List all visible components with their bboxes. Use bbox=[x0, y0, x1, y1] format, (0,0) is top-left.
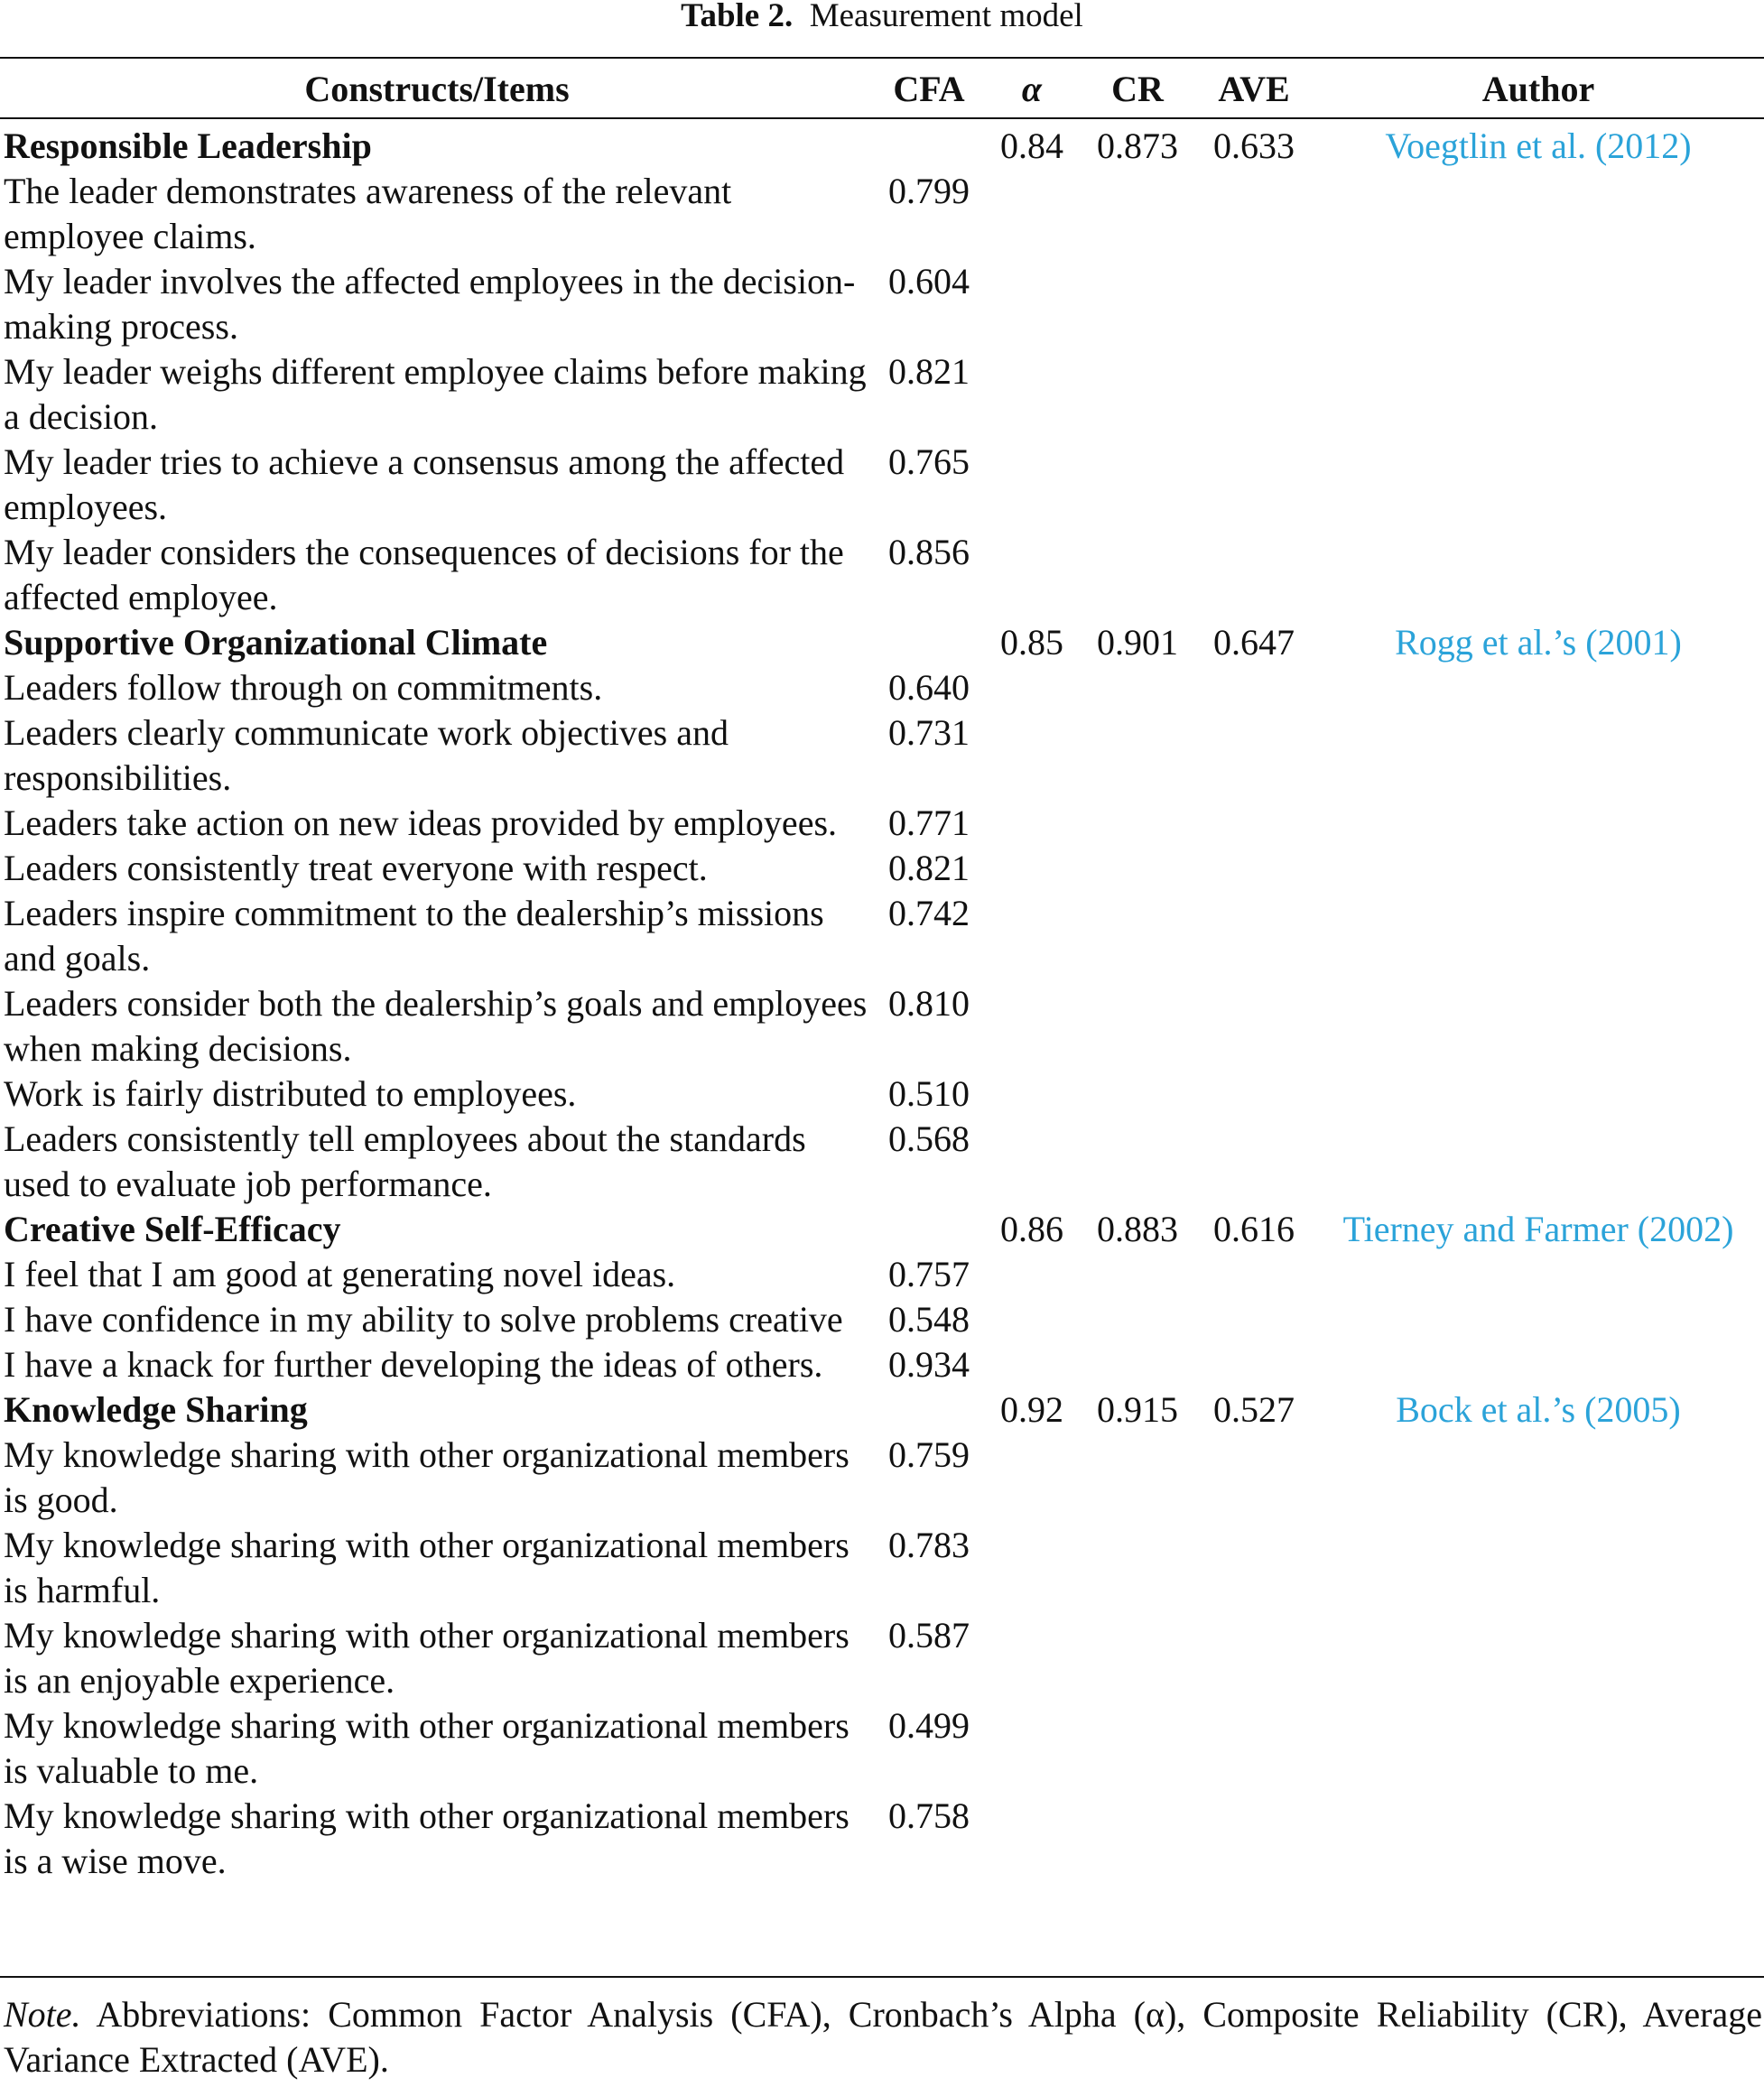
item-row bbox=[0, 259, 1764, 349]
cfa-value: 0.765 bbox=[888, 441, 970, 482]
ave-value: 0.647 bbox=[1213, 622, 1295, 663]
empty-cell bbox=[1313, 1071, 1764, 1117]
cfa-value: 0.821 bbox=[888, 848, 970, 888]
author-reference: Rogg et al.’s (2001) bbox=[1395, 622, 1682, 663]
item-text: I have confidence in my ability to solve problems creative bbox=[4, 1299, 843, 1340]
cfa-value: 0.568 bbox=[888, 1118, 970, 1159]
empty-cell bbox=[1080, 846, 1195, 891]
empty-cell bbox=[984, 710, 1080, 801]
author-reference: Voegtlin et al. (2012) bbox=[1385, 125, 1692, 166]
empty-cell bbox=[984, 1252, 1080, 1297]
header-ave: AVE bbox=[1218, 69, 1290, 109]
ave-value: 0.633 bbox=[1213, 125, 1295, 166]
empty-cell bbox=[1313, 1117, 1764, 1207]
empty-cell bbox=[1195, 1433, 1313, 1523]
item-row bbox=[0, 1117, 1764, 1207]
empty-cell bbox=[1080, 1297, 1195, 1342]
empty-cell bbox=[1313, 710, 1764, 801]
item-text: I have a knack for further developing the ideas of others. bbox=[4, 1344, 823, 1385]
item-text: Leaders inspire commitment to the dealership’s missions and goals. bbox=[4, 893, 824, 979]
note-text: Abbreviations: Common Factor Analysis (CFA), Cronbach’s Alpha (α), Composite Reliability (CR), Average Variance Extracted (AVE). bbox=[4, 1994, 1763, 2080]
item-text: My knowledge sharing with other organizational members is a wise move. bbox=[4, 1795, 850, 1881]
item-row bbox=[0, 710, 1764, 801]
construct-name: Creative Self-Efficacy bbox=[4, 1209, 341, 1249]
item-text: My knowledge sharing with other organizational members is good. bbox=[4, 1434, 850, 1520]
empty-cell bbox=[1313, 1433, 1764, 1523]
empty-cell bbox=[1195, 530, 1313, 620]
empty-cell bbox=[984, 1117, 1080, 1207]
empty-cell bbox=[1195, 1613, 1313, 1703]
item-row bbox=[0, 530, 1764, 620]
cr-value: 0.915 bbox=[1097, 1389, 1178, 1430]
empty-cell bbox=[984, 801, 1080, 846]
construct-row bbox=[0, 1207, 1764, 1252]
item-text: My leader considers the consequences of decisions for the affected employee. bbox=[4, 532, 844, 617]
empty-cell bbox=[1313, 349, 1764, 440]
item-text: My knowledge sharing with other organizational members is valuable to me. bbox=[4, 1705, 850, 1791]
cfa-value: 0.499 bbox=[888, 1705, 970, 1746]
empty-cell bbox=[1195, 259, 1313, 349]
empty-cell bbox=[1313, 891, 1764, 981]
empty-cell bbox=[1080, 259, 1195, 349]
empty-cell bbox=[984, 1297, 1080, 1342]
empty-cell bbox=[984, 665, 1080, 710]
alpha-value: 0.86 bbox=[1000, 1209, 1063, 1249]
empty-cell bbox=[1313, 801, 1764, 846]
empty-cell bbox=[1080, 1794, 1195, 1884]
item-text: Leaders take action on new ideas provided by employees. bbox=[4, 802, 838, 843]
table-note bbox=[4, 1992, 1762, 2082]
empty-cell bbox=[984, 530, 1080, 620]
empty-cell bbox=[984, 846, 1080, 891]
cfa-value: 0.640 bbox=[888, 667, 970, 708]
cfa-cell bbox=[874, 620, 984, 665]
author-reference: Bock et al.’s (2005) bbox=[1396, 1389, 1681, 1430]
empty-cell bbox=[1195, 1071, 1313, 1117]
item-row bbox=[0, 665, 1764, 710]
empty-cell bbox=[984, 440, 1080, 530]
cfa-value: 0.799 bbox=[888, 171, 970, 211]
empty-cell bbox=[1195, 1252, 1313, 1297]
cfa-value: 0.810 bbox=[888, 983, 970, 1024]
empty-cell bbox=[1080, 1523, 1195, 1613]
cfa-cell bbox=[874, 1207, 984, 1252]
empty-cell bbox=[1313, 665, 1764, 710]
empty-cell bbox=[1195, 665, 1313, 710]
empty-cell bbox=[984, 349, 1080, 440]
empty-cell bbox=[1080, 169, 1195, 259]
empty-cell bbox=[1080, 1433, 1195, 1523]
alpha-value: 0.92 bbox=[1000, 1389, 1063, 1430]
item-text: Leaders clearly communicate work objectives and responsibilities. bbox=[4, 712, 729, 798]
alpha-value: 0.84 bbox=[1000, 125, 1063, 166]
item-row bbox=[0, 1342, 1764, 1387]
top-rule bbox=[0, 57, 1764, 59]
empty-cell bbox=[984, 1433, 1080, 1523]
item-text: My knowledge sharing with other organizational members is an enjoyable experience. bbox=[4, 1615, 850, 1701]
empty-cell bbox=[1313, 259, 1764, 349]
table-title: Measurement model bbox=[809, 0, 1083, 34]
construct-row bbox=[0, 1387, 1764, 1433]
empty-cell bbox=[1313, 530, 1764, 620]
empty-cell bbox=[1195, 846, 1313, 891]
item-row bbox=[0, 846, 1764, 891]
empty-cell bbox=[1080, 801, 1195, 846]
cfa-value: 0.759 bbox=[888, 1434, 970, 1475]
item-row bbox=[0, 1703, 1764, 1794]
empty-cell bbox=[1080, 349, 1195, 440]
alpha-value: 0.85 bbox=[1000, 622, 1063, 663]
empty-cell bbox=[984, 891, 1080, 981]
empty-cell bbox=[1195, 981, 1313, 1071]
item-row bbox=[0, 891, 1764, 981]
construct-name: Responsible Leadership bbox=[4, 125, 372, 166]
cfa-value: 0.783 bbox=[888, 1525, 970, 1565]
empty-cell bbox=[1313, 1297, 1764, 1342]
cfa-value: 0.510 bbox=[888, 1073, 970, 1114]
empty-cell bbox=[1313, 1252, 1764, 1297]
empty-cell bbox=[1313, 846, 1764, 891]
empty-cell bbox=[1080, 1703, 1195, 1794]
empty-cell bbox=[1313, 169, 1764, 259]
empty-cell bbox=[1195, 1523, 1313, 1613]
empty-cell bbox=[1313, 1342, 1764, 1387]
cfa-value: 0.758 bbox=[888, 1795, 970, 1836]
author-reference: Tierney and Farmer (2002) bbox=[1342, 1209, 1734, 1249]
header-author: Author bbox=[1481, 69, 1595, 109]
empty-cell bbox=[1195, 169, 1313, 259]
header-cr: CR bbox=[1111, 69, 1164, 109]
cr-value: 0.873 bbox=[1097, 125, 1178, 166]
cfa-cell bbox=[874, 124, 984, 169]
empty-cell bbox=[1195, 891, 1313, 981]
cfa-value: 0.731 bbox=[888, 712, 970, 753]
cfa-value: 0.548 bbox=[888, 1299, 970, 1340]
empty-cell bbox=[1195, 1297, 1313, 1342]
empty-cell bbox=[1080, 981, 1195, 1071]
item-text: My knowledge sharing with other organizational members is harmful. bbox=[4, 1525, 850, 1610]
header-alpha: α bbox=[1021, 69, 1043, 109]
empty-cell bbox=[1080, 891, 1195, 981]
item-row bbox=[0, 981, 1764, 1071]
cfa-value: 0.604 bbox=[888, 261, 970, 301]
empty-cell bbox=[1080, 1117, 1195, 1207]
empty-cell bbox=[1313, 1794, 1764, 1884]
item-text: My leader weighs different employee claims before making a decision. bbox=[4, 351, 867, 437]
item-text: I feel that I am good at generating novel ideas. bbox=[4, 1254, 676, 1294]
item-row bbox=[0, 1433, 1764, 1523]
empty-cell bbox=[1080, 1252, 1195, 1297]
cfa-value: 0.757 bbox=[888, 1254, 970, 1294]
cfa-cell bbox=[874, 1387, 984, 1433]
item-text: Leaders consistently tell employees about the standards used to evaluate job performance. bbox=[4, 1118, 806, 1204]
empty-cell bbox=[1313, 440, 1764, 530]
empty-cell bbox=[1195, 1794, 1313, 1884]
empty-cell bbox=[1195, 710, 1313, 801]
empty-cell bbox=[984, 1613, 1080, 1703]
empty-cell bbox=[984, 1703, 1080, 1794]
item-row bbox=[0, 1794, 1764, 1884]
empty-cell bbox=[1195, 440, 1313, 530]
header-constructs-items: Constructs/Items bbox=[304, 69, 570, 109]
construct-name: Knowledge Sharing bbox=[4, 1389, 308, 1430]
empty-cell bbox=[984, 1342, 1080, 1387]
ave-value: 0.527 bbox=[1213, 1389, 1295, 1430]
empty-cell bbox=[1080, 1071, 1195, 1117]
table-label: Table 2. bbox=[681, 0, 794, 34]
empty-cell bbox=[1313, 1523, 1764, 1613]
empty-cell bbox=[1080, 440, 1195, 530]
construct-row bbox=[0, 620, 1764, 665]
empty-cell bbox=[1195, 349, 1313, 440]
bottom-rule bbox=[0, 1976, 1764, 1978]
empty-cell bbox=[1313, 1703, 1764, 1794]
header-rule bbox=[0, 117, 1764, 119]
item-row bbox=[0, 349, 1764, 440]
cfa-value: 0.742 bbox=[888, 893, 970, 933]
item-row bbox=[0, 440, 1764, 530]
item-text: Work is fairly distributed to employees. bbox=[4, 1073, 577, 1114]
cfa-value: 0.934 bbox=[888, 1344, 970, 1385]
empty-cell bbox=[984, 1071, 1080, 1117]
empty-cell bbox=[984, 259, 1080, 349]
item-text: My leader tries to achieve a consensus among the affected employees. bbox=[4, 441, 845, 527]
empty-cell bbox=[984, 1523, 1080, 1613]
empty-cell bbox=[984, 981, 1080, 1071]
item-row bbox=[0, 1297, 1764, 1342]
cfa-value: 0.821 bbox=[888, 351, 970, 392]
empty-cell bbox=[1195, 1117, 1313, 1207]
construct-row bbox=[0, 124, 1764, 169]
item-text: The leader demonstrates awareness of the relevant employee claims. bbox=[4, 171, 732, 256]
empty-cell bbox=[1195, 1703, 1313, 1794]
header-cfa: CFA bbox=[893, 69, 965, 109]
empty-cell bbox=[1080, 1342, 1195, 1387]
item-row bbox=[0, 169, 1764, 259]
measurement-model-table bbox=[0, 124, 1764, 1884]
item-text: Leaders consistently treat everyone with respect. bbox=[4, 848, 708, 888]
item-row bbox=[0, 801, 1764, 846]
empty-cell bbox=[1313, 981, 1764, 1071]
ave-value: 0.616 bbox=[1213, 1209, 1295, 1249]
empty-cell bbox=[1080, 530, 1195, 620]
item-text: My leader involves the affected employees in the decision-making process. bbox=[4, 261, 856, 347]
empty-cell bbox=[1313, 1613, 1764, 1703]
table-body bbox=[0, 124, 1764, 1884]
empty-cell bbox=[1195, 1342, 1313, 1387]
construct-name: Supportive Organizational Climate bbox=[4, 622, 548, 663]
empty-cell bbox=[1195, 801, 1313, 846]
cfa-value: 0.771 bbox=[888, 802, 970, 843]
table-caption bbox=[0, 0, 1764, 36]
empty-cell bbox=[1080, 1613, 1195, 1703]
item-row bbox=[0, 1252, 1764, 1297]
item-row bbox=[0, 1071, 1764, 1117]
empty-cell bbox=[984, 169, 1080, 259]
empty-cell bbox=[1080, 665, 1195, 710]
cfa-value: 0.587 bbox=[888, 1615, 970, 1656]
cfa-value: 0.856 bbox=[888, 532, 970, 572]
note-label: Note. bbox=[4, 1994, 81, 2035]
item-row bbox=[0, 1523, 1764, 1613]
item-text: Leaders consider both the dealership’s goals and employees when making decisions. bbox=[4, 983, 868, 1069]
cr-value: 0.883 bbox=[1097, 1209, 1178, 1249]
empty-cell bbox=[1080, 710, 1195, 801]
item-row bbox=[0, 1613, 1764, 1703]
item-text: Leaders follow through on commitments. bbox=[4, 667, 603, 708]
empty-cell bbox=[984, 1794, 1080, 1884]
cr-value: 0.901 bbox=[1097, 622, 1178, 663]
